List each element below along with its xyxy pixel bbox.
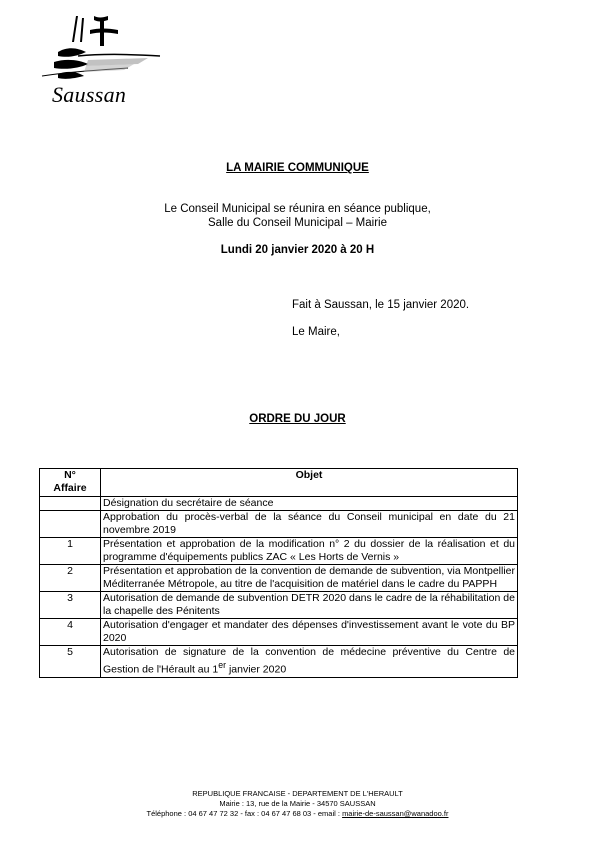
row-objet bbox=[101, 646, 518, 678]
table-row bbox=[40, 619, 518, 646]
row-objet: Autorisation de demande de subvention DETR 2020 dans le cadre de la réhabilitation de la chapelle des Pénitents bbox=[101, 592, 518, 619]
row-num bbox=[40, 511, 101, 538]
footer-phone-fax: Téléphone : 04 67 47 72 32 - fax : 04 67 47 68 03 - email : bbox=[146, 809, 343, 818]
table-row bbox=[40, 538, 518, 565]
col-obj-header bbox=[101, 469, 518, 497]
col-obj-label: Objet bbox=[295, 469, 323, 481]
row-objet-sup: er bbox=[218, 660, 227, 670]
place-date: Fait à Saussan, le 15 janvier 2020. bbox=[292, 299, 470, 311]
row-objet: Présentation et approbation de la convention de demande de subvention, via Montpellier Méditerranée Métropole, au titre de l'acquisition de matériel dans le cadre du PAPPH bbox=[101, 565, 518, 592]
signatory-role: Le Maire, bbox=[292, 326, 340, 338]
row-num: 2 bbox=[40, 565, 101, 592]
session-line-1: Le Conseil Municipal se réunira en séance publique, bbox=[164, 203, 431, 215]
table-row bbox=[40, 511, 518, 538]
table-row bbox=[40, 646, 518, 678]
session-date: Lundi 20 janvier 2020 à 20 H bbox=[220, 244, 375, 256]
row-num bbox=[40, 497, 101, 511]
logo-town-name: Saussan bbox=[52, 82, 127, 107]
footer-contact bbox=[0, 809, 595, 819]
col-num-header bbox=[40, 469, 101, 497]
session-line-2: Salle du Conseil Municipal – Mairie bbox=[208, 217, 387, 229]
row-num: 5 bbox=[40, 646, 101, 678]
footer-republic: REPUBLIQUE FRANCAISE - DEPARTEMENT DE L'HERAULT bbox=[192, 789, 403, 798]
row-objet: Désignation du secrétaire de séance bbox=[101, 497, 518, 511]
table-row bbox=[40, 592, 518, 619]
row-num: 3 bbox=[40, 592, 101, 619]
table-row bbox=[40, 565, 518, 592]
communique-title: LA MAIRIE COMMUNIQUE bbox=[226, 162, 369, 174]
footer-address: Mairie : 13, rue de la Mairie - 34570 SAUSSAN bbox=[219, 799, 376, 808]
agenda-table bbox=[39, 468, 518, 678]
row-num: 1 bbox=[40, 538, 101, 565]
row-num: 4 bbox=[40, 619, 101, 646]
row-objet: Autorisation d'engager et mandater des dépenses d'investissement avant le vote du BP 2020 bbox=[101, 619, 518, 646]
row-objet-end: janvier 2020 bbox=[226, 663, 287, 676]
table-row bbox=[40, 497, 518, 511]
agenda-title: ORDRE DU JOUR bbox=[249, 413, 346, 425]
col-num-line1: N° bbox=[64, 469, 76, 481]
col-num-line2: Affaire bbox=[53, 482, 87, 494]
row-objet: Approbation du procès-verbal de la séance du Conseil municipal en date du 21 novembre 2019 bbox=[101, 511, 518, 538]
row-objet-main: Autorisation de signature de la convention de médecine préventive du Centre de Gestion de l'Hérault au 1 bbox=[103, 646, 515, 676]
agenda-header-row bbox=[40, 469, 518, 497]
row-objet: Présentation et approbation de la modification n° 2 du dossier de la réalisation et du programme d'équipements publics ZAC « Les Horts de Vernis » bbox=[101, 538, 518, 565]
footer-email-link[interactable]: mairie-de-saussan@wanadoo.fr bbox=[342, 809, 449, 818]
